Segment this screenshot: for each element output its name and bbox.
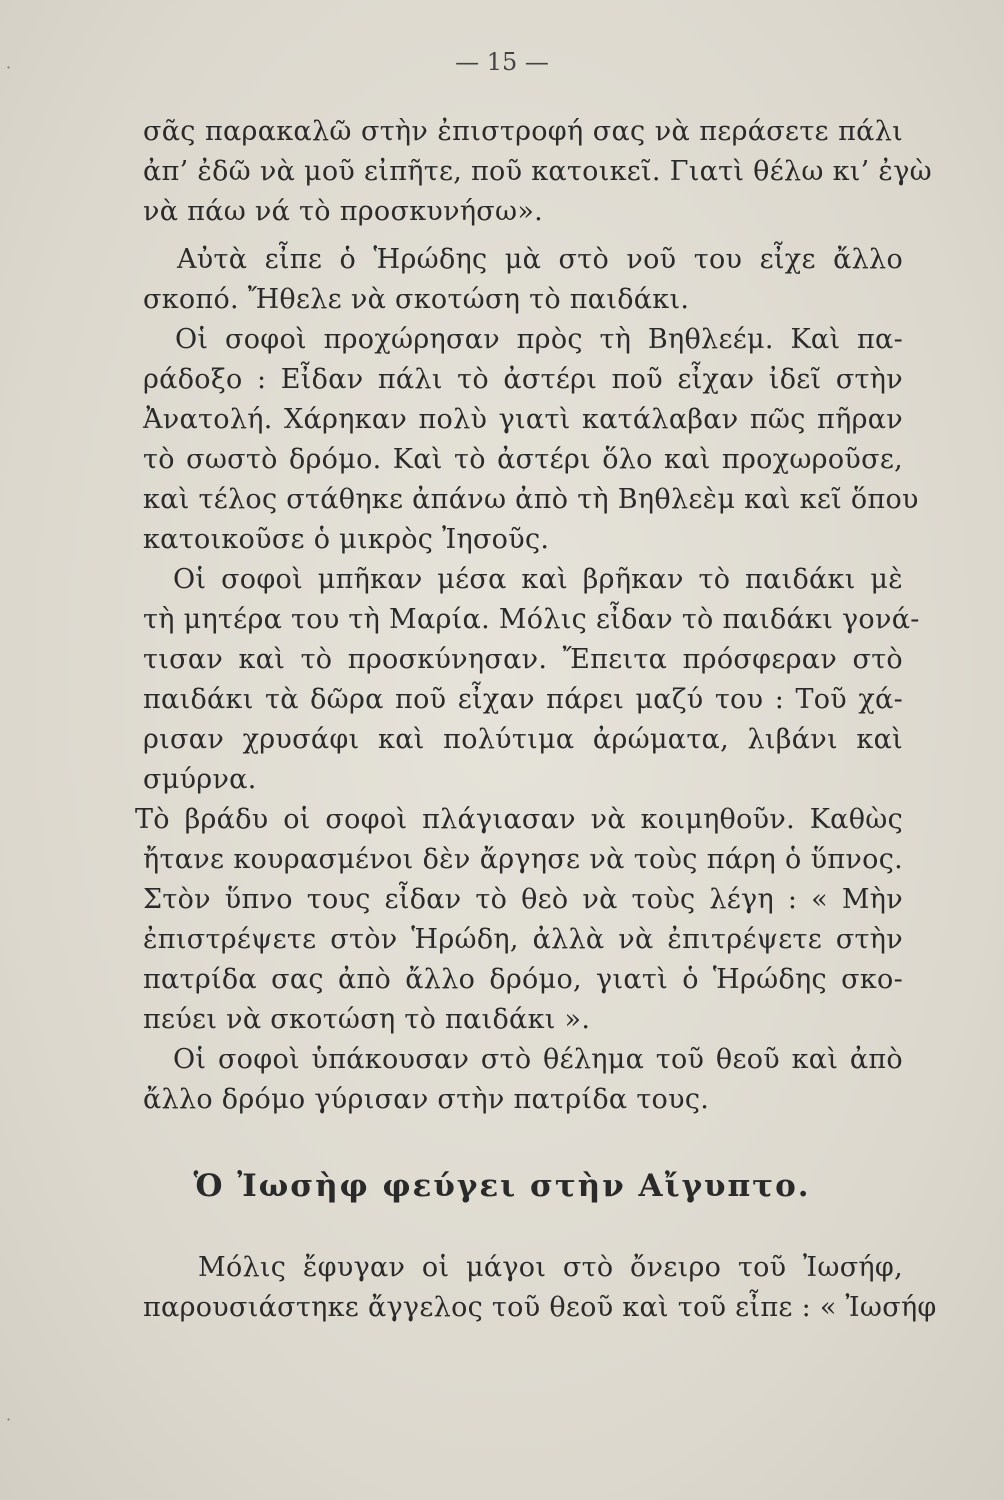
text-line: τὴ μητέρα του τὴ Μαρία. Μόλις εἶδαν τὸ παιδάκι γονά- — [143, 604, 920, 635]
text-line: ἤτανε κουρασμένοι δὲν ἄργησε νὰ τοὺς πάρη ὁ ὕπνος. — [143, 844, 903, 875]
text-line: Τὸ βράδυ οἱ σοφοὶ πλάγιασαν νὰ κοιμηθοῦν. Καθὼς — [135, 804, 903, 835]
margin-mark: · — [6, 58, 12, 77]
text-line: τισαν καὶ τὸ προσκύνησαν. Ἔπειτα πρόσφεραν στὸ — [143, 644, 903, 675]
page-number: — 15 — — [455, 48, 549, 76]
text-line: Αὐτὰ εἶπε ὁ Ἡρώδης μὰ στὸ νοῦ του εἶχε ἄλλο — [177, 244, 903, 275]
text-line: παιδάκι τὰ δῶρα ποῦ εἶχαν πάρει μαζύ του : Τοῦ χά- — [143, 684, 903, 715]
text-line: ράδοξο : Εἶδαν πάλι τὸ ἀστέρι ποῦ εἶχαν ἰδεῖ στὴν — [143, 364, 903, 395]
text-line: τὸ σωστὸ δρόμο. Καὶ τὸ ἀστέρι ὅλο καὶ προχωροῦσε, — [143, 444, 903, 475]
text-line: Ἀνατολή. Χάρηκαν πολὺ γιατὶ κατάλαβαν πῶς πῆραν — [143, 404, 903, 435]
text-line: ἄλλο δρόμο γύρισαν στὴν πατρίδα τους. — [143, 1084, 710, 1115]
text-line: ἀπ’ ἐδῶ νὰ μοῦ εἰπῆτε, ποῦ κατοικεῖ. Γιατὶ θέλω κι’ ἐγὼ — [143, 156, 932, 187]
text-line: Οἱ σοφοὶ μπῆκαν μέσα καὶ βρῆκαν τὸ παιδάκι μὲ — [173, 564, 903, 595]
text-line: ἐπιστρέψετε στὸν Ἡρώδη, ἀλλὰ νὰ ἐπιτρέψετε στὴν — [143, 924, 903, 955]
margin-mark: · — [6, 1410, 12, 1429]
text-line: πατρίδα σας ἀπὸ ἄλλο δρόμο, γιατὶ ὁ Ἡρώδης σκο- — [143, 964, 903, 995]
text-line: νὰ πάω νά τὸ προσκυνήσω». — [143, 196, 544, 227]
section-heading: Ὁ Ἰωσὴφ φεύγει στὴν Αἴγυπτο. — [193, 1168, 811, 1204]
text-line: κατοικοῦσε ὁ μικρὸς Ἰησοῦς. — [143, 524, 550, 555]
text-line: Στὸν ὕπνο τους εἶδαν τὸ θεὸ νὰ τοὺς λέγη : « Μὴν — [143, 884, 903, 915]
text-line: Μόλις ἔφυγαν οἱ μάγοι στὸ ὄνειρο τοῦ Ἰωσήφ, — [198, 1252, 903, 1283]
text-line: Οἱ σοφοὶ προχώρησαν πρὸς τὴ Βηθλεέμ. Καὶ πα- — [175, 324, 903, 355]
text-line: παρουσιάστηκε ἄγγελος τοῦ θεοῦ καὶ τοῦ εἶπε : « Ἰωσήφ — [143, 1292, 937, 1323]
text-line: καὶ τέλος στάθηκε ἀπάνω ἀπὸ τὴ Βηθλεὲμ καὶ κεῖ ὅπου — [143, 484, 919, 515]
text-line: ρισαν χρυσάφι καὶ πολύτιμα ἀρώματα, λιβάνι καὶ — [143, 724, 903, 755]
text-line: σᾶς παρακαλῶ στὴν ἐπιστροφή σας νὰ περάσετε πάλι — [143, 116, 903, 147]
text-line: σκοπό. Ἤθελε νὰ σκοτώση τὸ παιδάκι. — [143, 284, 690, 315]
text-line: πεύει νὰ σκοτώση τὸ παιδάκι ». — [143, 1004, 591, 1035]
text-line: σμύρνα. — [143, 764, 257, 795]
text-line: Οἱ σοφοὶ ὑπάκουσαν στὸ θέλημα τοῦ θεοῦ καὶ ἀπὸ — [173, 1044, 903, 1075]
